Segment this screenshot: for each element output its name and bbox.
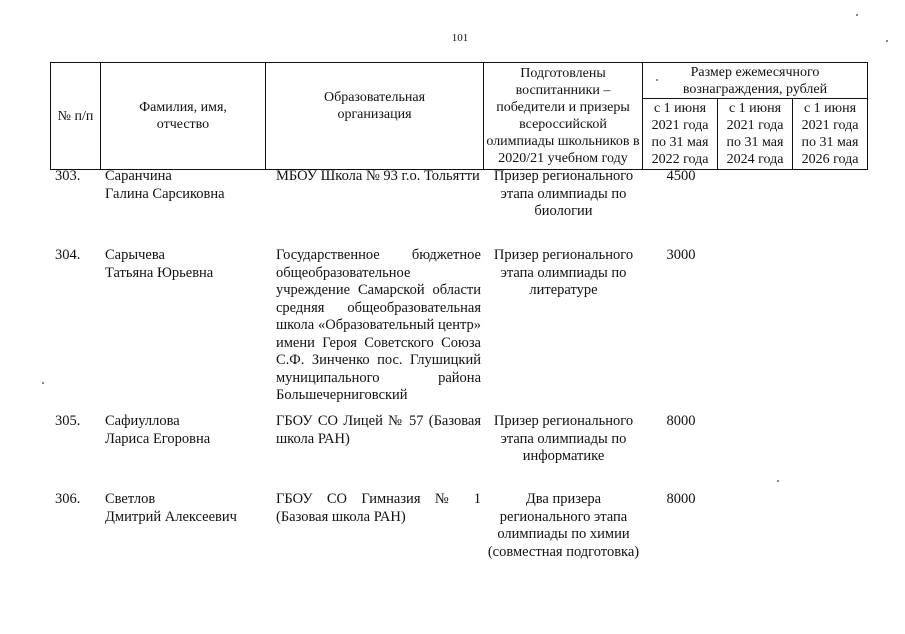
header-num: № п/п	[51, 63, 101, 170]
scan-speck	[886, 40, 888, 42]
row-304-name: Сарычева Татьяна Юрьевна	[105, 247, 214, 281]
header-period-3: с 1 июня 2021 года по 31 мая 2026 года	[793, 99, 868, 170]
row-303-amount: 4500	[666, 168, 696, 184]
scan-speck	[656, 79, 658, 81]
row-306-winner: Два призера регионального этапа олимпиады по химии (совместная подготовка)	[487, 491, 640, 560]
row-303-org: МБОУ Школа № 93 г.о. Тольятти	[276, 168, 480, 184]
row-305-amount: 8000	[666, 413, 696, 429]
page-number: 101	[451, 32, 469, 44]
row-304-winner: Призер регионального этапа олимпиады по литературе	[493, 247, 634, 298]
row-303-num: 303.	[55, 168, 81, 184]
row-306-name: Светлов Дмитрий Алексеевич	[105, 491, 237, 525]
row-304-amount: 3000	[666, 247, 696, 263]
row-305-winner: Призер регионального этапа олимпиады по информатике	[493, 413, 634, 464]
header-period-2: с 1 июня 2021 года по 31 мая 2024 года	[718, 99, 793, 170]
header-winners: Подготовлены воспитанники – победители и призеры всероссийской олимпиады школьников в 2020/21 учебном году	[484, 63, 643, 170]
row-306-num: 306.	[55, 491, 81, 507]
row-306-org: ГБОУ СО Гимназия № 1 (Базовая школа РАН)	[276, 491, 481, 525]
header-period-1: с 1 июня 2021 года по 31 мая 2022 года	[643, 99, 718, 170]
row-304-org: Государственное бюджетное общеобразовательное учреждение Самарской области средняя общеобразовательная школа «Образовательный центр» имени Героя Советского Союза С.Ф. Зинченко пос. Глушицкий муниципального района Большечерниговский	[276, 247, 481, 403]
header-award: Размер ежемесячного вознаграждения, рублей	[643, 63, 868, 99]
table-header	[50, 62, 868, 170]
row-305-name: Сафиуллова Лариса Егоровна	[105, 413, 211, 447]
row-305-num: 305.	[55, 413, 81, 429]
row-303-winner: Призер регионального этапа олимпиады по биологии	[493, 168, 634, 219]
row-306-amount: 8000	[666, 491, 696, 507]
scan-speck	[777, 480, 779, 482]
scan-speck	[856, 14, 858, 16]
header-name: Фамилия, имя, отчество	[101, 63, 266, 170]
row-305-org: ГБОУ СО Лицей № 57 (Базовая школа РАН)	[276, 413, 481, 447]
row-304-num: 304.	[55, 247, 81, 263]
scan-speck	[42, 382, 44, 384]
header-org: Образовательная организация	[266, 63, 484, 170]
row-303-name: Саранчина Галина Сарсиковна	[105, 168, 225, 202]
